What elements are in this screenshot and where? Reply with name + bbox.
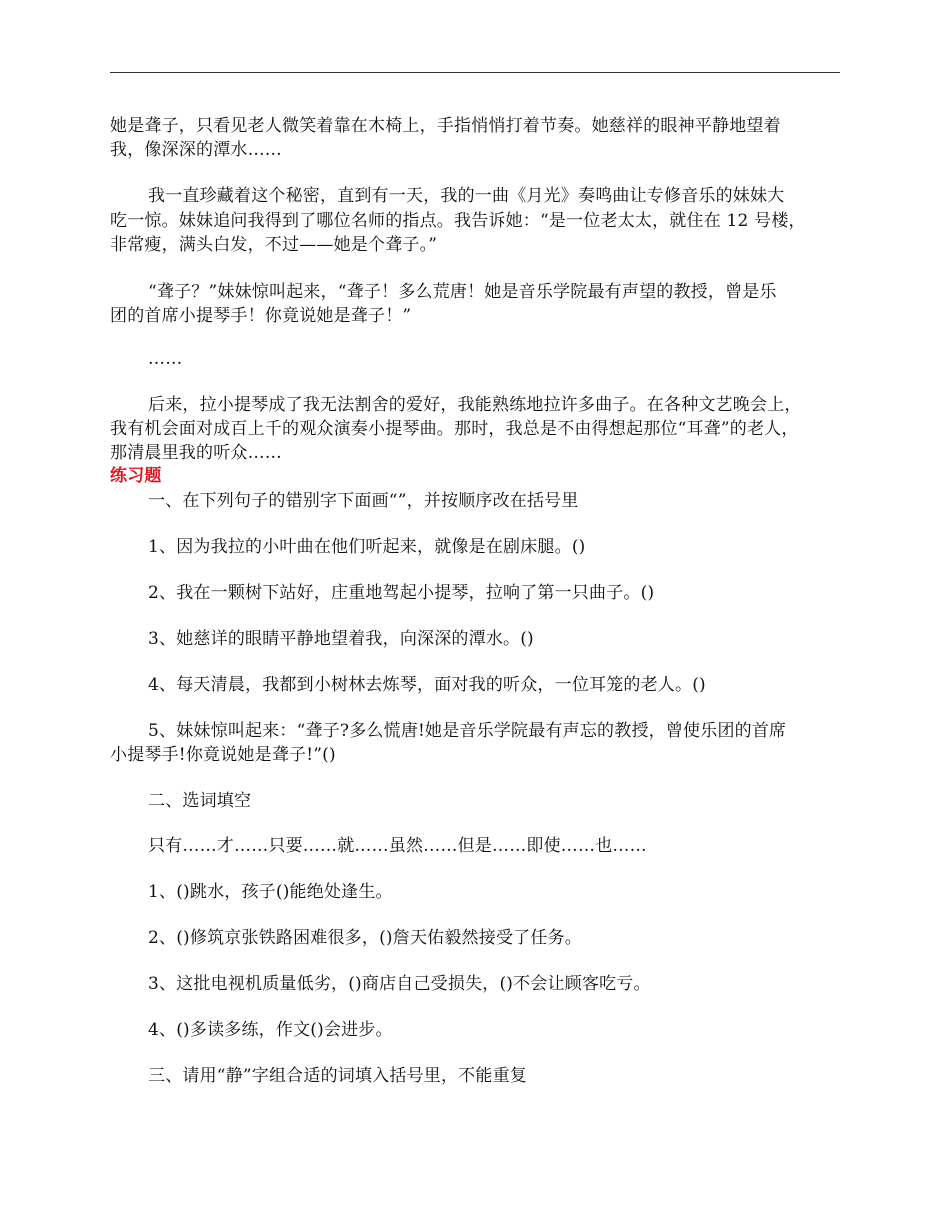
section2-question2: 2、()修筑京张铁路困难很多，()詹天佑毅然接受了任务。 bbox=[148, 928, 582, 948]
story-p5-line2: 我有机会面对成百上千的观众演奏小提琴曲。那时，我总是不由得想起那位“耳聋”的老人， bbox=[110, 419, 799, 439]
header-rule bbox=[110, 72, 840, 73]
section2-question1: 1、()跳水，孩子()能绝处逢生。 bbox=[148, 882, 393, 902]
section1-question2: 2、我在一颗树下站好，庄重地驾起小提琴，拉响了第一只曲子。() bbox=[148, 583, 655, 603]
section2-word-list: 只有……才……只要……就……虽然……但是……即使……也…… bbox=[148, 836, 647, 856]
section1-question5-line1: 5、妹妹惊叫起来：“聋子?多么慌唐!她是音乐学院最有声忘的教授，曾使乐团的首席 bbox=[148, 721, 787, 741]
story-p5-line3: 那清晨里我的听众…… bbox=[110, 443, 282, 463]
story-p2-line1: 我一直珍藏着这个秘密，直到有一天，我的一曲《月光》奏鸣曲让专修音乐的妹妹大 bbox=[148, 186, 785, 206]
story-p1-line2: 我，像深深的潭水…… bbox=[110, 140, 282, 160]
story-p5-line1: 后来，拉小提琴成了我无法割舍的爱好，我能熟练地拉许多曲子。在各种文艺晚会上， bbox=[148, 395, 802, 415]
section3-title: 三、请用“静”字组合适的词填入括号里，不能重复 bbox=[148, 1066, 527, 1086]
story-p3-line2: 团的首席小提琴手！你竟说她是聋子！” bbox=[110, 306, 412, 326]
section2-question3: 3、这批电视机质量低劣，()商店自己受损失，()不会让顾客吃亏。 bbox=[148, 974, 651, 994]
section1-title: 一、在下列句子的错别字下面画“”，并按顺序改在括号里 bbox=[148, 491, 579, 511]
section1-question1: 1、因为我拉的小叶曲在他们听起来，就像是在剧床腿。() bbox=[148, 537, 586, 557]
section2-title: 二、选词填空 bbox=[148, 791, 252, 811]
section2-question4: 4、()多读多练，作文()会进步。 bbox=[148, 1020, 393, 1040]
exercise-heading: 练习题 bbox=[110, 466, 162, 486]
story-p3-line1: “聋子？”妹妹惊叫起来，“聋子！多么荒唐！她是音乐学院最有声望的教授，曾是乐 bbox=[148, 282, 777, 302]
story-p2-line3: 非常瘦，满头白发，不过——她是个聋子。” bbox=[110, 235, 438, 255]
story-p2-line2: 吃一惊。妹妹追问我得到了哪位名师的指点。我告诉她：“是一位老太太，就住在 12 号楼， bbox=[110, 211, 806, 231]
section1-question3: 3、她慈详的眼睛平静地望着我，向深深的潭水。() bbox=[148, 629, 534, 649]
section1-question4: 4、每天清晨，我都到小树林去炼琴，面对我的听众，一位耳笼的老人。() bbox=[148, 675, 706, 695]
section1-question5-line2: 小提琴手!你竟说她是聋子!”() bbox=[110, 745, 336, 765]
story-ellipsis: …… bbox=[148, 349, 183, 369]
story-p1-line1: 她是聋子，只看见老人微笑着靠在木椅上，手指悄悄打着节奏。她慈祥的眼神平静地望着 bbox=[110, 116, 781, 136]
